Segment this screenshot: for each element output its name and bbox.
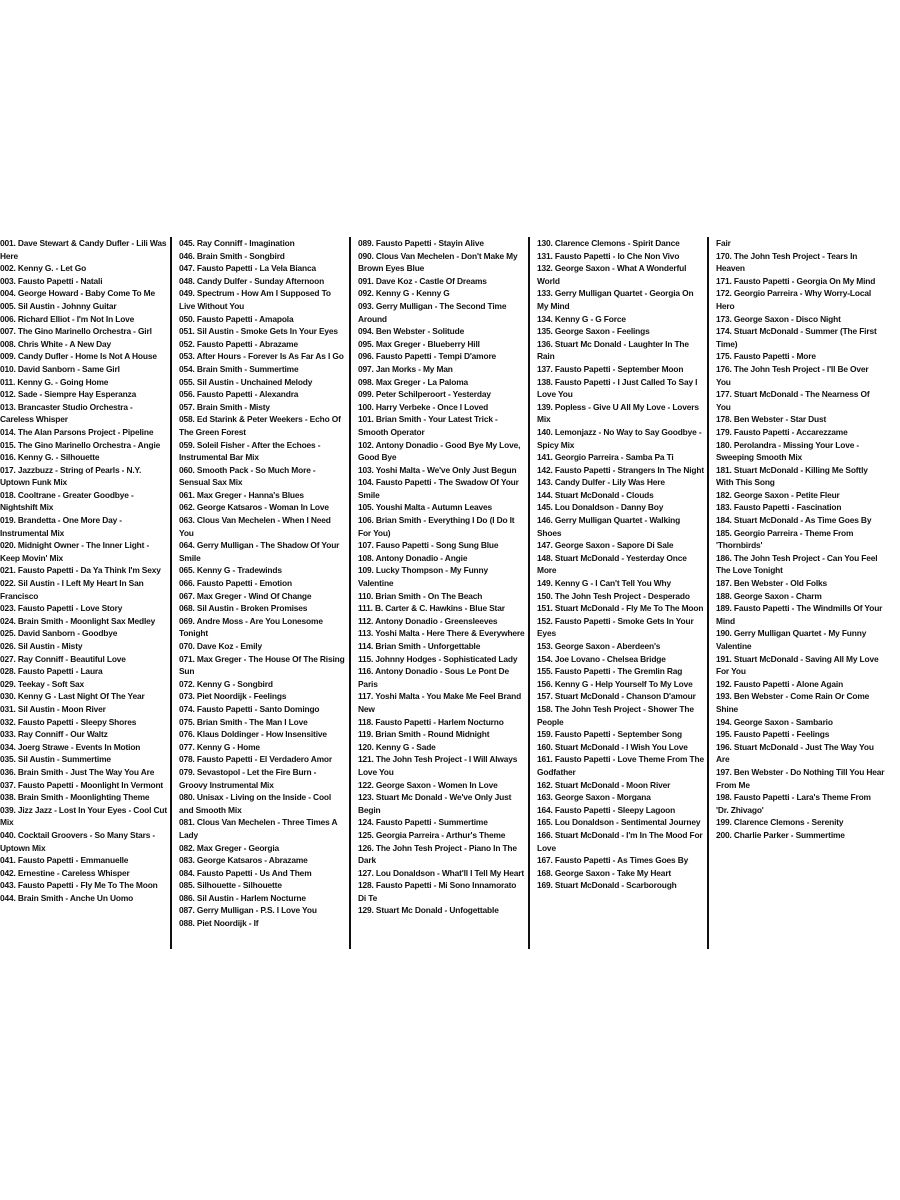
track-list-item: 167. Fausto Papetti - As Times Goes By (537, 855, 689, 866)
track-list-item: 119. Brian Smith - Round Midnight (358, 729, 490, 740)
track-list-item: 124. Fausto Papetti - Summertime (358, 817, 488, 828)
track-list-item: 120. Kenny G - Sade (358, 741, 436, 752)
track-list-item: 195. Fausto Papetti - Feelings (716, 729, 830, 740)
track-list-item: 018. Cooltrane - Greater Goodbye - Nightshift Mix (0, 489, 134, 513)
track-list-item: 099. Peter Schilperoort - Yesterday (358, 389, 491, 400)
track-list-item: 131. Fausto Papetti - Io Che Non Vivo (537, 250, 680, 261)
track-list-item: 158. The John Tesh Project - Shower The People (537, 703, 694, 727)
track-list-item: 074. Fausto Papetti - Santo Domingo (179, 703, 320, 714)
track-list-item: 007. The Gino Marinello Orchestra - Girl (0, 326, 152, 337)
track-list-item: 151. Stuart McDonald - Fly Me To The Moon (537, 603, 704, 614)
track-list-item: 139. Popless - Give U All My Love - Lovers Mix (537, 401, 699, 425)
track-list-item: 032. Fausto Papetti - Sleepy Shores (0, 716, 137, 727)
track-list-item: 153. George Saxon - Aberdeen's (537, 641, 661, 651)
track-list-item: 017. Jazzbuzz - String of Pearls - N.Y. Uptown Funk Mix (0, 464, 142, 488)
tracklist-column-2 (179, 237, 351, 949)
track-list-item: 122. George Saxon - Women In Love (358, 779, 498, 790)
track-list-item: 135. George Saxon - Feelings (537, 326, 650, 337)
track-list-item: 015. The Gino Marinello Orchestra - Angie (0, 439, 161, 450)
track-list-item: 147. George Saxon - Sapore Di Sale (537, 540, 674, 551)
track-list-item: 171. Fausto Papetti - Georgia On My Mind (716, 275, 876, 286)
track-list-item: 164. Fausto Papetti - Sleepy Lagoon (537, 804, 676, 815)
track-list-item: 080. Unisax - Living on the Inside - Cool and Smooth Mix (179, 792, 332, 815)
track-list-item: 107. Fauso Papetti - Song Sung Blue (358, 540, 499, 551)
track-list-item: 001. Dave Stewart & Candy Dufler - Lili Was Here (0, 238, 167, 261)
track-list-item: 088. Piet Noordijk - If (179, 918, 259, 929)
track-list-item: 027. Ray Conniff - Beautiful Love (0, 653, 126, 664)
track-list-item: 038. Brain Smith - Moonlighting Theme (0, 792, 150, 803)
track-list-item: 064. Gerry Mulligan - The Shadow Of Your Smile (179, 540, 340, 563)
tracklist-sheet (0, 237, 900, 957)
track-list-item: 146. Gerry Mulligan Quartet - Walking Shoes (537, 515, 681, 538)
track-list-item: 184. Stuart McDonald - As Time Goes By (716, 515, 872, 526)
track-list-item: 060. Smooth Pack - So Much More - Sensual Sax Mix (179, 464, 316, 488)
track-list-item: 019. Brandetta - One More Day - Instrumental Mix (0, 515, 122, 538)
track-list-item: 034. Joerg Strawe - Events In Motion (0, 741, 141, 752)
track-list-item: 174. Stuart McDonald - Summer (The First Time) (716, 326, 877, 349)
track-list-item: 026. Sil Austin - Misty (0, 641, 83, 651)
track-list-item: 173. George Saxon - Disco Night (716, 313, 841, 324)
track-list-item: 111. B. Carter & C. Hawkins - Blue Star (358, 603, 505, 614)
track-list-item: 006. Richard Elliot - I'm Not In Love (0, 313, 135, 324)
track-list-item: 030. Kenny G - Last Night Of The Year (0, 691, 145, 702)
track-list-item: 024. Brain Smith - Moonlight Sax Medley (0, 615, 156, 626)
track-list-item: 037. Fausto Papetti - Moonlight In Vermont (0, 779, 164, 790)
track-list-item: 086. Sil Austin - Harlem Nocturne (179, 892, 306, 903)
track-list-item: 121. The John Tesh Project - I Will Always Love You (358, 754, 518, 777)
track-list-item: 142. Fausto Papetti - Strangers In The Night (537, 464, 704, 475)
track-list-item: 104. Fausto Papetti - The Swadow Of Your Smile (358, 477, 519, 500)
track-list-item: 048. Candy Dulfer - Sunday Afternoon (179, 275, 325, 286)
track-list-item: 108. Antony Donadio - Angie (358, 552, 468, 563)
track-list-item: 077. Kenny G - Home (179, 741, 260, 752)
track-list-item: 194. George Saxon - Sambario (716, 716, 833, 727)
track-list-item: 180. Perolandra - Missing Your Love - Sweeping Smooth Mix (716, 439, 860, 463)
track-list-item: 157. Stuart McDonald - Chanson D'amour (537, 691, 696, 702)
track-list-item: 011. Kenny G. - Going Home (0, 376, 109, 387)
track-list-item: 058. Ed Starink & Peter Weekers - Echo Of The Green Forest (179, 414, 341, 437)
track-list-item: 152. Fausto Papetti - Smoke Gets In Your Eyes (537, 615, 694, 639)
track-list-item: 115. Johnny Hodges - Sophisticated Lady (358, 653, 518, 664)
track-list-item: 066. Fausto Papetti - Emotion (179, 578, 292, 589)
track-list-item: 169. Stuart McDonald - Scarborough (537, 880, 677, 891)
track-list-item: 021. Fausto Papetti - Da Ya Think I'm Sexy (0, 565, 161, 576)
track-list-item: 101. Brian Smith - Your Latest Trick - Smooth Operator (358, 414, 498, 437)
track-list-item: 196. Stuart McDonald - Just The Way You Are (716, 741, 874, 765)
track-list-item: 059. Soleil Fisher - After the Echoes - Instrumental Bar Mix (179, 439, 321, 463)
track-list-item: 148. Stuart McDonald - Yesterday Once More (537, 552, 687, 576)
track-list-item: 081. Clous Van Mechelen - Three Times A Lady (179, 817, 338, 840)
track-list-item: 083. George Katsaros - Abrazame (179, 855, 308, 866)
track-list-item: 073. Piet Noordijk - Feelings (179, 691, 287, 702)
track-list-item: 070. Dave Koz - Emily (179, 641, 262, 651)
track-list-item: 029. Teekay - Soft Sax (0, 678, 85, 689)
track-list-item: 116. Antony Donadio - Sous Le Pont De Paris (358, 666, 509, 689)
track-list-item: 072. Kenny G - Songbird (179, 678, 273, 689)
track-list-item: 076. Klaus Doldinger - How Insensitive (179, 729, 327, 740)
track-list-item: 068. Sil Austin - Broken Promises (179, 603, 308, 614)
track-list-item: 128. Fausto Papetti - Mi Sono Innamorato Di Te (358, 880, 517, 903)
track-list-item: 043. Fausto Papetti - Fly Me To The Moon (0, 880, 158, 891)
track-list-item: 103. Yoshi Malta - We've Only Just Begun (358, 464, 517, 475)
track-list-item: 031. Sil Austin - Moon River (0, 703, 106, 714)
track-list-item: 069. Andre Moss - Are You Lonesome Tonight (179, 615, 323, 639)
track-list-item: 054. Brain Smith - Summertime (179, 363, 299, 374)
track-list-item: Fair (716, 238, 731, 248)
track-list-item: 102. Antony Donadio - Good Bye My Love, Good Bye (358, 439, 521, 463)
track-list-item: 161. Fausto Papetti - Love Theme From The Godfather (537, 754, 704, 777)
track-list-item: 181. Stuart McDonald - Killing Me Softly With This Song (716, 464, 868, 488)
track-list-item: 036. Brain Smith - Just The Way You Are (0, 766, 155, 777)
track-list-item: 061. Max Greger - Hanna's Blues (179, 489, 304, 500)
track-list-item: 189. Fausto Papetti - The Windmills Of Your Mind (716, 603, 883, 626)
track-list-item: 010. David Sanborn - Same Girl (0, 363, 120, 374)
track-list-item: 130. Clarence Clemons - Spirit Dance (537, 238, 680, 248)
track-list-item: 200. Charlie Parker - Summertime (716, 829, 845, 840)
track-list-item: 084. Fausto Papetti - Us And Them (179, 867, 312, 878)
track-list-item: 052. Fausto Papetti - Abrazame (179, 338, 298, 349)
track-list-item: 063. Clous Van Mechelen - When I Need You (179, 515, 331, 538)
track-list-item: 092. Kenny G - Kenny G (358, 288, 450, 299)
track-list-item: 089. Fausto Papetti - Stayin Alive (358, 238, 484, 248)
track-list-item: 170. The John Tesh Project - Tears In Heaven (716, 250, 858, 274)
track-list-item: 134. Kenny G - G Force (537, 313, 626, 324)
track-list-item: 123. Stuart Mc Donald - We've Only Just Begin (358, 792, 512, 815)
track-list-item: 093. Gerry Mulligan - The Second Time Around (358, 300, 507, 324)
track-list-item: 009. Candy Dufler - Home Is Not A House (0, 351, 157, 362)
track-list-item: 098. Max Greger - La Paloma (358, 376, 468, 387)
track-list-item: 117. Yoshi Malta - You Make Me Feel Brand New (358, 691, 522, 714)
track-list-item: 168. George Saxon - Take My Heart (537, 867, 672, 878)
track-list-item: 085. Silhouette - Silhouette (179, 880, 282, 891)
track-list-item: 005. Sil Austin - Johnny Guitar (0, 300, 117, 311)
track-list-item: 114. Brian Smith - Unforgettable (358, 641, 481, 651)
track-list-item: 046. Brain Smith - Songbird (179, 250, 285, 261)
track-list-item: 041. Fausto Papetti - Emmanuelle (0, 855, 129, 866)
track-list-item: 183. Fausto Papetti - Fascination (716, 502, 842, 513)
track-list-item: 082. Max Greger - Georgia (179, 842, 280, 853)
track-list-item: 012. Sade - Siempre Hay Esperanza (0, 389, 137, 400)
track-list-item: 127. Lou Donaldson - What'll I Tell My Heart (358, 867, 525, 878)
track-list-item: 191. Stuart McDonald - Saving All My Love For You (716, 653, 879, 677)
track-list-item: 143. Candy Dulfer - Lily Was Here (537, 477, 665, 488)
track-list-item: 008. Chris White - A New Day (0, 338, 112, 349)
track-list-item: 126. The John Tesh Project - Piano In The Dark (358, 842, 517, 866)
track-list-item: 165. Lou Donaldson - Sentimental Journey (537, 817, 701, 828)
track-list-item: 023. Fausto Papetti - Love Story (0, 603, 123, 614)
track-list-item: 136. Stuart Mc Donald - Laughter In The Rain (537, 338, 689, 362)
track-list-item: 013. Brancaster Studio Orchestra - Careless Whisper (0, 401, 133, 425)
track-list-item: 056. Fausto Papetti - Alexandra (179, 389, 299, 400)
track-list-item: 140. Lemonjazz - No Way to Say Goodbye - Spicy Mix (537, 426, 702, 450)
tracklist-column-4 (537, 237, 709, 949)
track-list-item: 197. Ben Webster - Do Nothing Till You Hear From Me (716, 766, 885, 790)
track-list-item: 187. Ben Webster - Old Folks (716, 578, 828, 589)
track-list-item: 020. Midnight Owner - The Inner Light - Keep Movin' Mix (0, 540, 150, 563)
track-list-item: 154. Joe Lovano - Chelsea Bridge (537, 653, 666, 664)
track-list-item: 198. Fausto Papetti - Lara's Theme From 'Dr. Zhivago' (716, 792, 871, 815)
track-list-item: 106. Brian Smith - Everything I Do (I Do It For You) (358, 515, 515, 538)
track-list-item: 162. Stuart McDonald - Moon River (537, 779, 671, 790)
track-list-item: 042. Ernestine - Careless Whisper (0, 867, 130, 878)
track-list-item: 047. Fausto Papetti - La Vela Bianca (179, 263, 317, 274)
track-list-item: 137. Fausto Papetti - September Moon (537, 363, 684, 374)
track-list-item: 145. Lou Donaldson - Danny Boy (537, 502, 664, 513)
track-list-item: 160. Stuart McDonald - I Wish You Love (537, 741, 688, 752)
track-list-item: 182. George Saxon - Petite Fleur (716, 489, 840, 500)
track-list-item: 175. Fausto Papetti - More (716, 351, 816, 362)
track-list-item: 138. Fausto Papetti - I Just Called To Say I Love You (537, 376, 698, 400)
track-list-item: 110. Brian Smith - On The Beach (358, 590, 483, 601)
track-list-item: 149. Kenny G - I Can't Tell You Why (537, 578, 672, 589)
track-list-item: 163. George Saxon - Morgana (537, 792, 651, 803)
track-list-item: 075. Brian Smith - The Man I Love (179, 716, 308, 727)
track-list-item: 118. Fausto Papetti - Harlem Nocturno (358, 716, 504, 727)
track-list-item: 094. Ben Webster - Solitude (358, 326, 465, 337)
tracklist-column-3 (358, 237, 530, 949)
track-list-item: 050. Fausto Papetti - Amapola (179, 313, 294, 324)
track-list-item: 133. Gerry Mulligan Quartet - Georgia On My Mind (537, 288, 694, 311)
track-list-item: 190. Gerry Mulligan Quartet - My Funny Valentine (716, 628, 867, 651)
track-list-item: 155. Fausto Papetti - The Gremlin Rag (537, 666, 683, 677)
track-list-item: 067. Max Greger - Wind Of Change (179, 590, 312, 601)
track-list-item: 014. The Alan Parsons Project - Pipeline (0, 426, 154, 437)
track-list-item: 091. Dave Koz - Castle Of Dreams (358, 275, 487, 286)
track-list-item: 178. Ben Webster - Star Dust (716, 414, 827, 425)
track-list-item: 188. George Saxon - Charm (716, 590, 822, 601)
track-list-item: 033. Ray Conniff - Our Waltz (0, 729, 108, 740)
track-list-item: 179. Fausto Papetti - Accarezzame (716, 426, 848, 437)
track-list-item: 004. George Howard - Baby Come To Me (0, 288, 155, 299)
track-list-item: 105. Youshi Malta - Autumn Leaves (358, 502, 493, 513)
track-list-item: 144. Stuart McDonald - Clouds (537, 489, 654, 500)
track-list-item: 087. Gerry Mulligan - P.S. I Love You (179, 905, 317, 916)
track-list-item: 062. George Katsaros - Woman In Love (179, 502, 329, 513)
track-list-item: 028. Fausto Papetti - Laura (0, 666, 103, 677)
track-list-item: 186. The John Tesh Project - Can You Feel The Love Tonight (716, 552, 878, 576)
track-list-item: 177. Stuart McDonald - The Nearness Of You (716, 389, 870, 412)
track-list-item: 045. Ray Conniff - Imagination (179, 238, 295, 248)
track-list-item: 156. Kenny G - Help Yourself To My Love (537, 678, 693, 689)
track-list-item: 057. Brain Smith - Misty (179, 401, 270, 412)
track-list-item: 096. Fausto Papetti - Tempi D'amore (358, 351, 497, 362)
track-list-item: 172. Georgio Parreira - Why Worry-Local Hero (716, 288, 872, 311)
track-list-item: 192. Fausto Papetti - Alone Again (716, 678, 844, 689)
track-list-item: 109. Lucky Thompson - My Funny Valentine (358, 565, 488, 589)
track-list-item: 129. Stuart Mc Donald - Unfogettable (358, 905, 499, 916)
track-list-item: 100. Harry Verbeke - Once I Loved (358, 401, 489, 412)
track-list-item: 199. Clarence Clemons - Serenity (716, 817, 844, 828)
track-list-item: 035. Sil Austin - Summertime (0, 754, 111, 765)
track-list-item: 016. Kenny G. - Silhouette (0, 452, 100, 463)
track-list-item: 159. Fausto Papetti - September Song (537, 729, 682, 740)
track-list-item: 022. Sil Austin - I Left My Heart In San Francisco (0, 578, 144, 601)
track-list-item: 113. Yoshi Malta - Here There & Everywhere (358, 628, 525, 639)
track-list-item: 079. Sevastopol - Let the Fire Burn - Groovy Instrumental Mix (179, 766, 317, 790)
track-list-item: 002. Kenny G. - Let Go (0, 263, 87, 274)
track-list-item: 095. Max Greger - Blueberry Hill (358, 338, 480, 349)
track-list-item: 141. Georgio Parreira - Samba Pa Ti (537, 452, 674, 463)
track-list-item: 166. Stuart McDonald - I'm In The Mood For Love (537, 829, 703, 853)
track-list-item: 025. David Sanborn - Goodbye (0, 628, 118, 639)
track-list-item: 071. Max Greger - The House Of The Rising Sun (179, 653, 345, 677)
track-list-item: 097. Jan Morks - My Man (358, 363, 453, 374)
tracklist-column-1 (0, 237, 172, 949)
tracklist-column-5 (716, 237, 888, 949)
track-list-item: 125. Georgia Parreira - Arthur's Theme (358, 829, 506, 840)
track-list-item: 193. Ben Webster - Come Rain Or Come Shine (716, 691, 870, 714)
track-list-item: 039. Jizz Jazz - Lost In Your Eyes - Cool Cut Mix (0, 804, 167, 828)
track-list-item: 150. The John Tesh Project - Desperado (537, 590, 690, 601)
track-list-item: 003. Fausto Papetti - Natali (0, 275, 103, 286)
track-list-item: 055. Sil Austin - Unchained Melody (179, 376, 313, 387)
track-list-item: 053. After Hours - Forever Is As Far As I Go (179, 351, 344, 362)
track-list-item: 112. Antony Donadio - Greensleeves (358, 615, 498, 626)
track-list-item: 176. The John Tesh Project - I'll Be Over You (716, 363, 869, 387)
track-list-item: 065. Kenny G - Tradewinds (179, 565, 282, 576)
track-list-item: 132. George Saxon - What A Wonderful World (537, 263, 687, 286)
track-list-item: 051. Sil Austin - Smoke Gets In Your Eyes (179, 326, 338, 337)
track-list-item: 049. Spectrum - How Am I Supposed To Live Without You (179, 288, 331, 311)
track-list-item: 044. Brain Smith - Anche Un Uomo (0, 892, 134, 903)
track-list-item: 078. Fausto Papetti - El Verdadero Amor (179, 754, 333, 765)
track-list-item: 185. Georgio Parreira - Theme From 'Thornbirds' (716, 527, 854, 551)
track-list-item: 090. Clous Van Mechelen - Don't Make My Brown Eyes Blue (358, 250, 518, 274)
track-list-item: 040. Cocktail Groovers - So Many Stars - Uptown Mix (0, 829, 156, 853)
